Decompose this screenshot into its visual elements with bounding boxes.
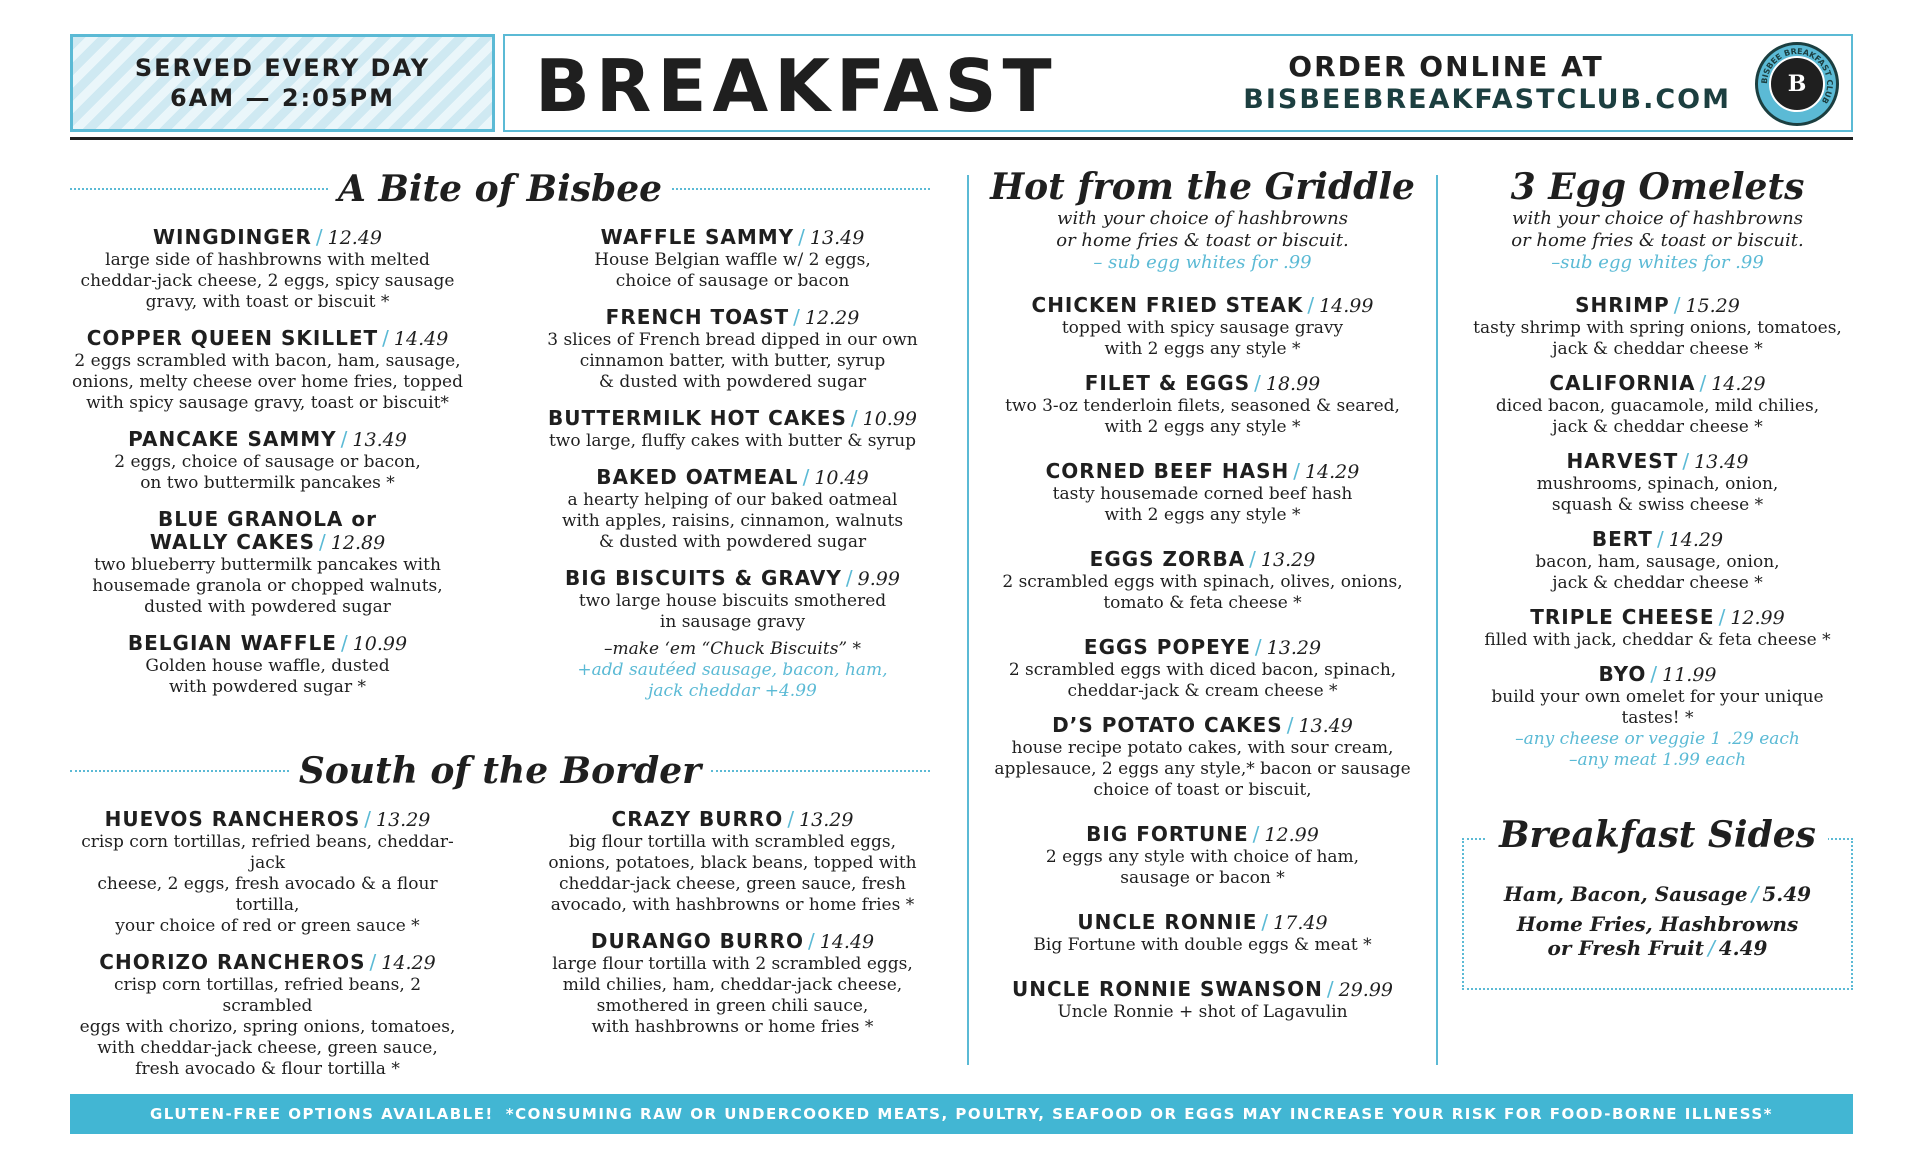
menu-item <box>990 294 1415 360</box>
item-name: COPPER QUEEN SKILLET / 14.49 <box>86 326 449 350</box>
item-desc: with apples, raisins, cinnamon, walnuts <box>561 511 904 531</box>
bite-heading <box>70 168 930 210</box>
menu-item <box>70 428 465 494</box>
omelets-sub-note: –sub egg whites for .99 <box>1551 252 1764 273</box>
item-price: 10.49 <box>814 467 869 489</box>
item-desc: cheese, 2 eggs, fresh avocado & a flour tortilla, <box>97 874 438 915</box>
item-desc: dusted with powdered sugar <box>144 597 391 617</box>
menu-item <box>990 548 1415 614</box>
item-name: HARVEST / 13.49 <box>1566 449 1749 473</box>
item-desc: on two buttermilk pancakes * <box>140 473 395 493</box>
item-price: 10.99 <box>862 408 918 430</box>
gluten-free-note: GLUTEN-FREE OPTIONS AVAILABLE! <box>149 1105 494 1123</box>
menu-item <box>535 306 930 393</box>
item-name: FRENCH TOAST / 12.29 <box>605 305 860 329</box>
item-price: 9.99 <box>857 568 900 590</box>
item-desc: 3 slices of French bread dipped in our own <box>547 330 918 350</box>
menu-item <box>990 978 1415 1023</box>
menu-item <box>1462 294 1853 360</box>
item-price: 14.99 <box>1319 295 1374 317</box>
menu-item <box>990 823 1415 889</box>
item-desc: tomato & feta cheese * <box>1103 593 1302 613</box>
omelets-title: 3 Egg Omelets <box>1510 166 1805 208</box>
item-desc: two blueberry buttermilk pancakes with <box>94 555 441 575</box>
item-desc: two large house biscuits smothered <box>578 591 887 611</box>
item-desc: with 2 eggs any style * <box>1104 417 1301 437</box>
item-desc: gravy, with toast or biscuit * <box>145 292 390 312</box>
menu-item <box>1462 606 1853 651</box>
item-name: TRIPLE CHEESE / 12.99 <box>1530 605 1785 629</box>
item-desc: Uncle Ronnie + shot of Lagavulin <box>1057 1002 1348 1022</box>
omelets-column <box>1462 166 1853 785</box>
item-name: BELGIAN WAFFLE / 10.99 <box>127 631 408 655</box>
item-desc: applesauce, 2 eggs any style,* bacon or sausage <box>994 759 1411 779</box>
item-desc: eggs with chorizo, spring onions, tomatoes, <box>79 1017 456 1037</box>
item-price: 12.99 <box>1264 824 1319 846</box>
item-name: HUEVOS RANCHEROS / 13.29 <box>104 807 431 831</box>
menu-item <box>1462 528 1853 594</box>
item-desc: diced bacon, guacamole, mild chilies, <box>1495 396 1820 416</box>
menu-item <box>990 714 1415 801</box>
column-divider <box>967 175 969 1065</box>
item-name: BIG BISCUITS & GRAVY / 9.99 <box>565 566 900 590</box>
hours-times: 6AM — 2:05PM <box>169 84 396 112</box>
menu-item <box>990 636 1415 702</box>
item-desc: onions, potatoes, black beans, topped with <box>548 853 917 873</box>
byo-note: –any meat 1.99 each <box>1568 750 1747 770</box>
bite-column-2 <box>535 226 930 716</box>
biscuit-addon: jack cheddar +4.99 <box>648 681 817 701</box>
item-name: D’S POTATO CAKES / 13.49 <box>1052 713 1353 737</box>
sides-title-wrap <box>1464 814 1851 856</box>
side-line: Home Fries, Hashbrowns <box>1516 912 1799 936</box>
order-online-url[interactable]: BISBEEBREAKFASTCLUB.COM <box>1243 84 1731 115</box>
menu-item <box>1462 450 1853 516</box>
item-desc: big flour tortilla with scrambled eggs, <box>569 832 896 852</box>
item-name: CHORIZO RANCHEROS / 14.29 <box>99 950 436 974</box>
item-desc: in sausage gravy <box>659 612 806 632</box>
item-name-line1: BLUE GRANOLA or <box>158 507 377 531</box>
item-desc: cheddar-jack & cream cheese * <box>1067 681 1338 701</box>
griddle-column <box>990 166 1415 1037</box>
item-desc: squash & swiss cheese * <box>1551 495 1764 515</box>
item-desc: 2 eggs any style with choice of ham, <box>1045 847 1360 867</box>
biscuit-note: –make ‘em “Chuck Biscuits” * <box>603 639 862 659</box>
item-price: 29.99 <box>1338 979 1394 1001</box>
griddle-title: Hot from the Griddle <box>990 166 1415 208</box>
item-price: 12.99 <box>1730 607 1785 629</box>
griddle-sub-note: – sub egg whites for .99 <box>1093 252 1312 273</box>
item-price: 17.49 <box>1273 912 1328 934</box>
item-name: BUTTERMILK HOT CAKES / 10.99 <box>547 406 918 430</box>
svg-text:BISBEE BREAKFAST CLUB <box>1760 47 1834 105</box>
item-price: 14.29 <box>381 952 436 974</box>
item-price: 15.29 <box>1685 295 1740 317</box>
item-desc: with cheddar-jack cheese, green sauce, <box>97 1038 438 1058</box>
side-price: 5.49 <box>1762 882 1812 906</box>
item-name: BYO / 11.99 <box>1598 662 1717 686</box>
item-desc: housemade granola or chopped walnuts, <box>92 576 443 596</box>
item-desc: build your own omelet for your unique tastes! * <box>1491 687 1824 728</box>
club-logo <box>1755 42 1839 126</box>
item-desc: with spicy sausage gravy, toast or biscuit* <box>86 393 449 413</box>
item-desc: 2 eggs scrambled with bacon, ham, sausage, <box>74 351 461 371</box>
item-price: 13.29 <box>1260 549 1316 571</box>
page-title: BREAKFAST <box>535 44 1058 128</box>
item-desc: tasty shrimp with spring onions, tomatoes, <box>1473 318 1842 338</box>
food-safety-warning: *CONSUMING RAW OR UNDERCOOKED MEATS, POULTRY, SEAFOOD OR EGGS MAY INCREASE YOUR RISK FOR FOOD-BORNE ILLNESS* <box>505 1105 1773 1123</box>
item-desc: choice of sausage or bacon <box>615 271 850 291</box>
item-price: 13.49 <box>1298 715 1353 737</box>
menu-item <box>535 930 930 1038</box>
bite-title: A Bite of Bisbee <box>337 168 663 210</box>
item-price: 12.89 <box>330 532 386 554</box>
item-desc: filled with jack, cheddar & feta cheese * <box>1484 630 1831 650</box>
item-name: BERT / 14.29 <box>1591 527 1724 551</box>
side-line: or Fresh Fruit / 4.49 <box>1547 936 1768 960</box>
item-desc: crisp corn tortillas, refried beans, 2 scrambled <box>113 975 422 1016</box>
item-price: 14.49 <box>819 931 875 953</box>
item-desc: large side of hashbrowns with melted <box>105 250 430 270</box>
item-desc: onions, melty cheese over home fries, topped <box>72 372 463 392</box>
side-line: Ham, Bacon, Sausage / 5.49 <box>1503 882 1812 906</box>
item-price: 13.49 <box>1694 451 1749 473</box>
sides-title: Breakfast Sides <box>1487 814 1828 856</box>
item-desc: fresh avocado & flour tortilla * <box>135 1059 400 1079</box>
item-desc: with powdered sugar * <box>169 677 366 697</box>
item-name: EGGS ZORBA / 13.29 <box>1089 547 1316 571</box>
item-desc: topped with spicy sausage gravy <box>1061 318 1344 338</box>
menu-item <box>535 567 930 702</box>
item-price: 13.49 <box>809 227 865 249</box>
menu-item <box>535 466 930 553</box>
item-name: BIG FORTUNE / 12.99 <box>1086 822 1319 846</box>
item-desc: two 3-oz tenderloin filets, seasoned & seared, <box>1005 396 1400 416</box>
omelets-sub: or home fries & toast or biscuit. <box>1511 230 1804 251</box>
item-price: 18.99 <box>1265 373 1321 395</box>
item-price: 14.29 <box>1711 373 1766 395</box>
item-desc: & dusted with powdered sugar <box>598 372 867 392</box>
item-name: CALIFORNIA / 14.29 <box>1549 371 1766 395</box>
heading-dots <box>70 188 328 190</box>
footer-banner <box>70 1094 1853 1134</box>
item-price: 14.29 <box>1668 529 1724 551</box>
title-banner <box>503 34 1853 132</box>
item-desc: with hashbrowns or home fries * <box>591 1017 874 1037</box>
menu-item <box>70 632 465 698</box>
menu-item <box>990 460 1415 526</box>
item-name: WINGDINGER / 12.49 <box>152 225 383 249</box>
menu-item <box>535 808 930 916</box>
header-divider <box>70 137 1853 140</box>
menu-item <box>70 508 465 618</box>
menu-item <box>1462 663 1853 771</box>
item-desc: a hearty helping of our baked oatmeal <box>567 490 898 510</box>
hours-days: SERVED EVERY DAY <box>134 54 431 82</box>
item-name: FILET & EGGS / 18.99 <box>1084 371 1321 395</box>
item-price: 10.99 <box>352 633 408 655</box>
menu-item <box>990 911 1415 956</box>
item-desc: choice of toast or biscuit, <box>1093 780 1312 800</box>
item-desc: with 2 eggs any style * <box>1104 339 1301 359</box>
heading-dots <box>70 770 289 772</box>
heading-dots <box>672 188 930 190</box>
item-desc: cheddar-jack cheese, 2 eggs, spicy sausage <box>80 271 455 291</box>
menu-item <box>70 226 465 313</box>
logo-ring-icon <box>1758 45 1836 123</box>
item-desc: jack & cheddar cheese * <box>1552 573 1763 593</box>
item-price: 14.49 <box>393 328 449 350</box>
south-column-1 <box>70 808 465 1094</box>
menu-item <box>535 226 930 292</box>
item-name: CORNED BEEF HASH / 14.29 <box>1045 459 1360 483</box>
south-heading <box>70 750 930 792</box>
item-desc: with 2 eggs any style * <box>1104 505 1301 525</box>
item-desc: house recipe potato cakes, with sour cream, <box>1011 738 1394 758</box>
item-name: PANCAKE SAMMY / 13.49 <box>128 427 407 451</box>
byo-note: –any cheese or veggie 1 .29 each <box>1515 729 1800 749</box>
griddle-sub: with your choice of hashbrowns <box>1057 208 1348 229</box>
item-price: 13.29 <box>799 809 854 831</box>
item-desc: smothered in green chili sauce, <box>596 996 869 1016</box>
item-desc: cheddar-jack cheese, green sauce, fresh <box>559 874 906 894</box>
item-name: WALLY CAKES / 12.89 <box>149 530 386 554</box>
item-price: 14.29 <box>1304 461 1360 483</box>
item-desc: mild chilies, ham, cheddar-jack cheese, <box>562 975 903 995</box>
logo-ring-text: BISBEE BREAKFAST CLUB <box>1759 46 1835 106</box>
menu-item <box>70 327 465 414</box>
griddle-sub: or home fries & toast or biscuit. <box>1056 230 1349 251</box>
item-name: SHRIMP / 15.29 <box>1575 293 1740 317</box>
south-column-2 <box>535 808 930 1052</box>
biscuit-addon: +add sautéed sausage, bacon, ham, <box>577 660 888 680</box>
item-desc: 2 scrambled eggs with spinach, olives, onions, <box>1002 572 1403 592</box>
menu-item <box>1462 372 1853 438</box>
item-name: EGGS POPEYE / 13.29 <box>1083 635 1322 659</box>
item-name: CHICKEN FRIED STEAK / 14.99 <box>1031 293 1374 317</box>
item-name: BAKED OATMEAL / 10.49 <box>596 465 869 489</box>
menu-item <box>70 951 465 1080</box>
item-desc: avocado, with hashbrowns or home fries * <box>550 895 915 915</box>
item-desc: cinnamon batter, with butter, syrup <box>579 351 886 371</box>
item-price: 12.49 <box>327 227 383 249</box>
item-name: DURANGO BURRO / 14.49 <box>590 929 875 953</box>
menu-item <box>70 808 465 937</box>
item-desc: 2 scrambled eggs with diced bacon, spinach, <box>1008 660 1397 680</box>
item-desc: & dusted with powdered sugar <box>598 532 867 552</box>
item-desc: sausage or bacon * <box>1120 868 1285 888</box>
logo-letter: B <box>1769 56 1825 112</box>
item-price: 12.29 <box>804 307 860 329</box>
menu-item <box>535 407 930 452</box>
omelets-sub: with your choice of hashbrowns <box>1512 208 1803 229</box>
item-name: UNCLE RONNIE SWANSON / 29.99 <box>1011 977 1394 1001</box>
item-desc: your choice of red or green sauce * <box>115 916 420 936</box>
item-price: 13.49 <box>352 429 407 451</box>
item-desc: two large, fluffy cakes with butter & syrup <box>548 431 917 451</box>
item-desc: large flour tortilla with 2 scrambled eggs, <box>552 954 913 974</box>
column-divider <box>1436 175 1438 1065</box>
order-online-label: ORDER ONLINE AT <box>1288 50 1604 83</box>
item-name: CRAZY BURRO / 13.29 <box>611 807 854 831</box>
item-name: WAFFLE SAMMY / 13.49 <box>600 225 865 249</box>
hours-banner <box>70 34 495 132</box>
item-name: UNCLE RONNIE / 17.49 <box>1077 910 1328 934</box>
sides-box <box>1462 814 1853 990</box>
item-price: 11.99 <box>1662 664 1717 686</box>
item-price: 13.29 <box>375 809 431 831</box>
item-desc: House Belgian waffle w/ 2 eggs, <box>594 250 871 270</box>
item-desc: tasty housemade corned beef hash <box>1052 484 1353 504</box>
item-desc: jack & cheddar cheese * <box>1552 417 1763 437</box>
side-price: 4.49 <box>1718 936 1768 960</box>
item-desc: 2 eggs, choice of sausage or bacon, <box>114 452 421 472</box>
item-price: 13.29 <box>1266 637 1322 659</box>
sides-list <box>1464 882 1851 960</box>
item-desc: Golden house waffle, dusted <box>145 656 390 676</box>
item-desc: Big Fortune with double eggs & meat * <box>1033 935 1372 955</box>
heading-dots <box>711 770 930 772</box>
south-title: South of the Border <box>298 750 702 792</box>
item-desc: bacon, ham, sausage, onion, <box>1535 552 1780 572</box>
menu-item <box>990 372 1415 438</box>
item-desc: mushrooms, spinach, onion, <box>1536 474 1779 494</box>
item-desc: crisp corn tortillas, refried beans, cheddar-jack <box>81 832 454 873</box>
bite-column-1 <box>70 226 465 712</box>
item-desc: jack & cheddar cheese * <box>1552 339 1763 359</box>
